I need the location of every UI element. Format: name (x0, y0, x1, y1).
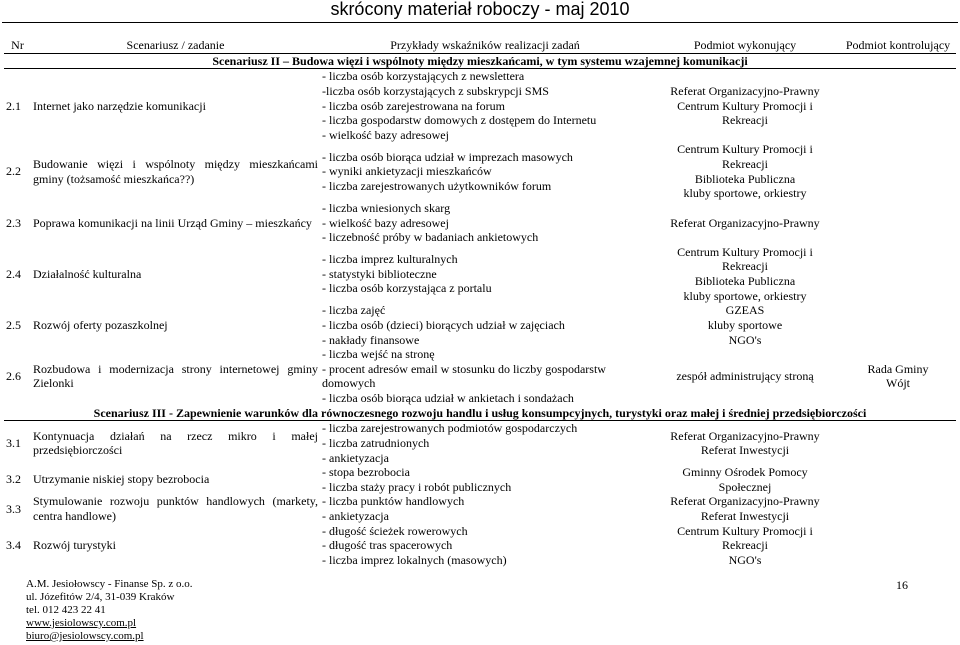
executor-item: zespół administrujący stroną (676, 369, 814, 384)
column-header-nr: Nr (4, 38, 31, 53)
task-name: Stymulowanie rozwoju punktów handlowych (markety, centra handlowe) (33, 494, 318, 523)
task-name: Rozwój turystyki (33, 538, 116, 553)
executor-item: Referat Organizacyjno-Prawny (670, 494, 820, 509)
indicator-item: domowych (322, 376, 376, 391)
footer-email-link[interactable]: biuro@jesiolowscy.com.pl (26, 630, 144, 642)
executor-item: Referat Organizacyjno-Prawny (670, 428, 820, 443)
indicators-cell (320, 303, 650, 347)
indicator-item: - liczba imprez kulturalnych (322, 252, 458, 267)
company-footer (26, 578, 193, 643)
scenario-3-title: Scenariusz III - Zapewnienie warunków dla równoczesnego rozwoju handlu i usług konsumpcyjnych, turystyki oraz małej i średniej przedsiębiorczości (4, 406, 956, 421)
indicators-cell (320, 421, 650, 465)
indicator-item: - liczba osób biorąca udział w imprezach masowych (322, 149, 573, 164)
executor-item: kluby sportowe, orkiestry (683, 186, 807, 201)
footer-website-link[interactable]: www.jesiolowscy.com.pl (26, 617, 137, 629)
page-header-title: skrócony materiał roboczy - maj 2010 (330, 0, 630, 19)
indicators-cell (320, 69, 650, 143)
indicator-item: - procent adresów email w stosunku do liczby gospodarstw (322, 361, 606, 376)
column-header-controller: Podmiot kontrolujący (840, 38, 956, 53)
executor-cell (650, 347, 840, 406)
indicators-cell (320, 524, 650, 568)
indicator-item: - długość ścieżek rowerowych (322, 523, 468, 538)
row-number: 3.1 (6, 435, 21, 450)
indicator-item: - liczba imprez lokalnych (masowych) (322, 552, 507, 567)
indicator-item: - statystyki biblioteczne (322, 266, 437, 281)
executor-cell (650, 465, 840, 494)
task-name: Poprawa komunikacji na linii Urząd Gminy – mieszkańcy (33, 215, 312, 230)
controller-item: Rada Gminy (867, 361, 929, 376)
indicator-item: - liczba zarejestrowanych podmiotów gospodarczych (322, 421, 578, 436)
indicators-table (4, 38, 956, 568)
task-name: Budowanie więzi i wspólnoty między mieszkańcami gminy (tożsamość mieszkańca??) (33, 157, 318, 186)
indicators-cell (320, 245, 650, 304)
executor-cell (650, 524, 840, 568)
indicator-item: - długość tras spacerowych (322, 538, 453, 553)
executor-item: NGO's (728, 552, 762, 567)
executor-item: Centrum Kultury Promocji i (677, 142, 813, 157)
table-row (4, 524, 956, 568)
indicator-item: - liczba osób korzystających z newslettera (322, 69, 525, 84)
row-number: 2.5 (6, 317, 21, 332)
indicators-cell (320, 201, 650, 245)
indicator-item: - liczba gospodarstw domowych z dostępem do Internetu (322, 113, 597, 128)
executor-item: Referat Inwestycji (700, 443, 790, 458)
indicator-item: - ankietyzacja (322, 450, 389, 465)
executor-item: Społecznej (718, 479, 772, 494)
indicator-item: - liczebność próby w badaniach ankietowych (322, 230, 539, 245)
executor-item: NGO's (728, 332, 762, 347)
executor-cell (650, 245, 840, 304)
controller-cell (840, 421, 956, 465)
executor-cell (650, 201, 840, 245)
column-header-scenario: Scenariusz / zadanie (31, 38, 320, 53)
indicator-item: - stopa bezrobocia (322, 465, 410, 480)
table-row (4, 494, 956, 523)
scenario-2-title: Scenariusz II – Budowa więzi i wspólnoty między mieszkańcami, w tym systemu wzajemnej komunikacji (4, 53, 956, 69)
executor-cell (650, 421, 840, 465)
column-header-executor: Podmiot wykonujący (650, 38, 840, 53)
executor-item: Rekreacji (722, 259, 768, 274)
indicator-item: - nakłady finansowe (322, 332, 420, 347)
indicator-item: - liczba wejść na stronę (322, 347, 435, 362)
executor-item: Rekreacji (722, 113, 768, 128)
table-row (4, 142, 956, 201)
table-row (4, 303, 956, 347)
indicator-item: - liczba punktów handlowych (322, 494, 465, 509)
executor-item: kluby sportowe, orkiestry (683, 288, 807, 303)
row-number: 2.4 (6, 266, 21, 281)
indicator-item: - ankietyzacja (322, 509, 389, 523)
table-row (4, 201, 956, 245)
task-name: Rozwój oferty pozaszkolnej (33, 317, 168, 332)
executor-item: Rekreacji (722, 157, 768, 171)
row-number: 2.2 (6, 164, 21, 179)
executor-item: GZEAS (725, 303, 765, 318)
controller-cell (840, 465, 956, 494)
row-number: 2.6 (6, 369, 21, 384)
controller-cell (840, 303, 956, 347)
footer-address: ul. Józefitów 2/4, 31-039 Kraków (26, 591, 175, 603)
indicator-item: - liczba osób korzystająca z portalu (322, 281, 492, 296)
controller-cell (840, 245, 956, 304)
executor-item: Centrum Kultury Promocji i (677, 523, 813, 538)
task-name: Działalność kulturalna (33, 266, 142, 281)
executor-item: Centrum Kultury Promocji i (677, 98, 813, 113)
executor-item: Centrum Kultury Promocji i (677, 244, 813, 259)
controller-cell (840, 494, 956, 523)
indicator-item: - wyniki ankietyzacji mieszkańców (322, 164, 492, 179)
controller-cell (840, 347, 956, 406)
footer-company-name: A.M. Jesiołowscy - Finanse Sp. z o.o. (26, 578, 193, 590)
footer-phone: tel. 012 423 22 41 (26, 604, 106, 616)
indicator-item: - liczba osób (dzieci) biorących udział w zajęciach (322, 317, 565, 332)
executor-item: Referat Inwestycji (700, 509, 790, 523)
table-row (4, 421, 956, 465)
executor-item: kluby sportowe (707, 317, 783, 332)
indicator-item: - wielkość bazy adresowej (322, 127, 449, 142)
row-number: 3.4 (6, 538, 21, 553)
header-divider (2, 22, 958, 23)
indicator-item: - liczba zajęć (322, 303, 386, 318)
indicators-cell (320, 142, 650, 201)
task-name: Rozbudowa i modernizacja strony internetowej gminy Zielonki (33, 361, 318, 391)
indicator-item: - liczba wniesionych skarg (322, 200, 451, 215)
controller-cell (840, 142, 956, 201)
controller-item: Wójt (886, 376, 910, 391)
row-number: 2.1 (6, 98, 21, 113)
indicator-item: - wielkość bazy adresowej (322, 215, 449, 230)
controller-cell (840, 69, 956, 143)
table-row (4, 69, 956, 143)
indicator-item: - liczba osób zarejestrowana na forum (322, 98, 505, 113)
scenario-3-row (4, 406, 956, 421)
executor-item: Gminny Ośrodek Pomocy (682, 465, 808, 480)
table-body (4, 53, 956, 567)
row-number: 3.3 (6, 501, 21, 516)
row-number: 3.2 (6, 472, 21, 487)
scenario-2-row (4, 53, 956, 69)
task-name: Internet jako narzędzie komunikacji (33, 98, 206, 113)
controller-cell (840, 524, 956, 568)
column-header-indicators: Przykłady wskaźników realizacji zadań (320, 38, 650, 53)
table-row (4, 347, 956, 406)
task-name: Utrzymanie niskiej stopy bezrobocia (33, 472, 210, 487)
indicator-item: - liczba zarejestrowanych użytkowników forum (322, 178, 552, 193)
executor-cell (650, 69, 840, 143)
executor-cell (650, 142, 840, 201)
table-row (4, 465, 956, 494)
indicator-item: -liczba osób korzystających z subskrypcji SMS (322, 83, 549, 98)
indicators-cell (320, 465, 650, 494)
executor-item: Referat Organizacyjno-Prawny (670, 83, 820, 98)
executor-item: Rekreacji (722, 538, 768, 553)
page-number: 16 (896, 578, 908, 592)
indicator-item: - liczba osób biorąca udział w ankietach i sondażach (322, 391, 574, 405)
executor-cell (650, 303, 840, 347)
indicators-cell (320, 347, 650, 406)
task-name: Kontynuacja działań na rzecz mikro i małej przedsiębiorczości (33, 428, 318, 458)
executor-item: Biblioteka Publiczna (694, 171, 796, 186)
row-number: 2.3 (6, 215, 21, 230)
controller-cell (840, 201, 956, 245)
indicator-item: - liczba staży pracy i robót publicznych (322, 479, 512, 494)
table-row (4, 245, 956, 304)
table-header-row (4, 38, 956, 53)
executor-item: Referat Organizacyjno-Prawny (670, 215, 820, 230)
indicators-cell (320, 494, 650, 523)
executor-item: Biblioteka Publiczna (694, 274, 796, 288)
executor-cell (650, 494, 840, 523)
indicator-item: - liczba zatrudnionych (322, 435, 430, 450)
